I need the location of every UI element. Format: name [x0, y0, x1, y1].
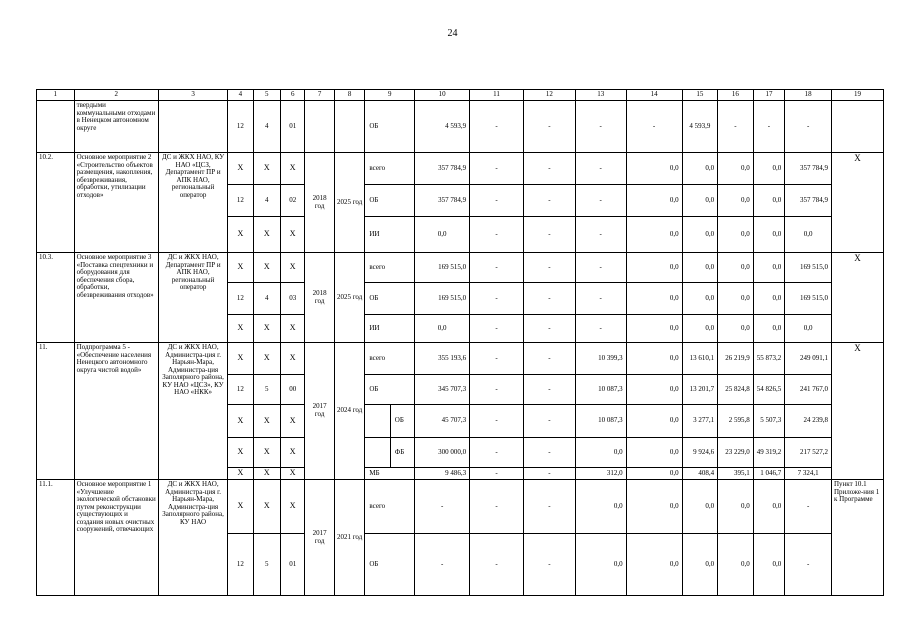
value-cell: 0,0: [753, 480, 785, 534]
code-cell: X: [228, 405, 253, 438]
value-cell: 0,0: [682, 153, 718, 185]
value-cell: 7 324,1: [785, 468, 832, 480]
value-cell: -: [470, 101, 524, 153]
year-end: 2025 год: [334, 153, 365, 253]
value-cell: -: [470, 315, 524, 343]
code-cell: 12: [228, 375, 253, 405]
value-cell: 0,0: [718, 153, 754, 185]
value-cell: -: [523, 468, 575, 480]
code-cell: X: [228, 468, 253, 480]
code-cell: X: [228, 315, 253, 343]
header-row: [37, 90, 884, 101]
value-cell: 169 515,0: [785, 253, 832, 283]
header-cell: 4: [228, 90, 253, 101]
table-row: [37, 343, 884, 375]
value-cell: 0,0: [626, 480, 682, 534]
value-cell: 0,0: [718, 534, 754, 596]
header-cell: 3: [159, 90, 228, 101]
measure-name: твердыми коммунальными отходами в Ненецком автономном округе: [74, 101, 158, 153]
year-end: 2021 год: [334, 480, 365, 596]
code-cell: X: [281, 153, 305, 185]
executor-cell: ДС и ЖКХ НАО, КУ НАО «ЦСЗ, Департамент ПР и АПК НАО, региональный оператор: [159, 153, 228, 253]
value-cell: -: [415, 534, 470, 596]
header-cell: 17: [753, 90, 785, 101]
executor-cell: ДС и ЖКХ НАО, Департамент ПР и АПК НАО, региональный оператор: [159, 253, 228, 343]
value-cell: 0,0: [626, 343, 682, 375]
header-cell: 16: [718, 90, 754, 101]
code-cell: 02: [281, 185, 305, 217]
header-cell: 10: [415, 90, 470, 101]
table-row: [37, 253, 884, 283]
value-cell: -: [523, 343, 575, 375]
code-cell: X: [253, 405, 280, 438]
value-cell: 0,0: [753, 253, 785, 283]
code-cell: 03: [281, 283, 305, 315]
code-cell: 5: [253, 534, 280, 596]
value-cell: 0,0: [753, 534, 785, 596]
value-cell: -: [470, 217, 524, 253]
value-cell: 0,0: [785, 315, 832, 343]
link-cell: X: [832, 153, 884, 253]
link-cell: X: [832, 343, 884, 480]
value-cell: 408,4: [682, 468, 718, 480]
value-cell: -: [785, 480, 832, 534]
header-cell: 15: [682, 90, 718, 101]
source-cell: ИИ: [365, 315, 415, 343]
row-number: 10.2.: [37, 153, 75, 253]
source-cell: всего: [365, 480, 415, 534]
year-start: 2018 год: [305, 153, 334, 253]
page-number: 24: [447, 28, 458, 39]
value-cell: 249 091,1: [785, 343, 832, 375]
source-cell: всего: [365, 153, 415, 185]
executor-cell: ДС и ЖКХ НАО, Администра-ция г. Нарьян-Мара, Администра-ция Заполярного района, КУ НАО: [159, 480, 228, 596]
header-cell: 5: [253, 90, 280, 101]
value-cell: 49 319,2: [753, 438, 785, 468]
code-cell: X: [281, 253, 305, 283]
value-cell: -: [575, 217, 626, 253]
value-cell: 395,1: [718, 468, 754, 480]
value-cell: 25 824,8: [718, 375, 754, 405]
table-row: [37, 153, 884, 185]
value-cell: -: [523, 217, 575, 253]
code-cell: X: [253, 253, 280, 283]
row-number: 10.3.: [37, 253, 75, 343]
code-cell: X: [228, 153, 253, 185]
value-cell: -: [470, 375, 524, 405]
value-cell: 3 277,1: [682, 405, 718, 438]
value-cell: 0,0: [753, 185, 785, 217]
header-cell: 2: [74, 90, 158, 101]
value-cell: 312,0: [575, 468, 626, 480]
value-cell: -: [523, 253, 575, 283]
value-cell: 5 507,3: [753, 405, 785, 438]
source-cell: МБ: [365, 468, 415, 480]
value-cell: 0,0: [415, 217, 470, 253]
code-cell: 12: [228, 534, 253, 596]
value-cell: 4 593,9: [415, 101, 470, 153]
value-cell: -: [470, 253, 524, 283]
code-cell: X: [253, 468, 280, 480]
value-cell: -: [523, 283, 575, 315]
code-cell: 4: [253, 283, 280, 315]
table-row: [37, 480, 884, 534]
value-cell: -: [575, 283, 626, 315]
value-cell: 13 201,7: [682, 375, 718, 405]
header-cell: 6: [281, 90, 305, 101]
value-cell: -: [718, 101, 754, 153]
value-cell: 0,0: [415, 315, 470, 343]
measure-name: Основное мероприятие 2 «Строительство объектов размещения, накопления, обезвреживания, обработки, утилизации отходов»: [74, 153, 158, 253]
value-cell: 0,0: [682, 185, 718, 217]
measure-name: Основное мероприятие 1 «Улучшение экологической обстановки путем реконструкции существующих и создания новых очистных сооружений, отвечающих: [74, 480, 158, 596]
value-cell: -: [470, 534, 524, 596]
value-cell: 0,0: [682, 534, 718, 596]
value-cell: -: [523, 101, 575, 153]
value-cell: 45 707,3: [415, 405, 470, 438]
value-cell: 0,0: [718, 185, 754, 217]
code-cell: 01: [281, 534, 305, 596]
value-cell: 357 784,9: [415, 153, 470, 185]
value-cell: -: [470, 480, 524, 534]
value-cell: -: [523, 153, 575, 185]
row-number: 11.: [37, 343, 75, 480]
value-cell: 0,0: [682, 480, 718, 534]
value-cell: 0,0: [626, 217, 682, 253]
value-cell: 0,0: [626, 253, 682, 283]
code-cell: X: [281, 468, 305, 480]
value-cell: 0,0: [626, 468, 682, 480]
value-cell: -: [470, 343, 524, 375]
year-end: 2024 год: [334, 343, 365, 480]
value-cell: 4 593,9: [682, 101, 718, 153]
value-cell: -: [523, 534, 575, 596]
value-cell: 54 826,5: [753, 375, 785, 405]
value-cell: 0,0: [575, 438, 626, 468]
value-cell: 13 610,1: [682, 343, 718, 375]
header-cell: 9: [365, 90, 415, 101]
value-cell: 1 046,7: [753, 468, 785, 480]
value-cell: -: [470, 283, 524, 315]
value-cell: -: [523, 315, 575, 343]
source-cell: ОБ: [365, 101, 415, 153]
code-cell: X: [253, 153, 280, 185]
header-cell: 18: [785, 90, 832, 101]
year-start: 2018 год: [305, 253, 334, 343]
code-cell: X: [281, 315, 305, 343]
table-row: [37, 101, 884, 153]
value-cell: 0,0: [682, 253, 718, 283]
value-cell: -: [523, 438, 575, 468]
header-cell: 19: [832, 90, 884, 101]
source-cell: ОБ: [390, 405, 414, 438]
value-cell: 0,0: [626, 315, 682, 343]
value-cell: 0,0: [575, 480, 626, 534]
header-cell: 14: [626, 90, 682, 101]
value-cell: 0,0: [626, 534, 682, 596]
value-cell: 345 707,3: [415, 375, 470, 405]
code-cell: X: [253, 438, 280, 468]
value-cell: 0,0: [626, 405, 682, 438]
measure-name: Основное мероприятие 3 «Поставка спецтехники и оборудования для обеспечения сбора, обработки, обезвреживания отходов»: [74, 253, 158, 343]
value-cell: 0,0: [753, 315, 785, 343]
value-cell: 0,0: [626, 185, 682, 217]
value-cell: -: [575, 315, 626, 343]
value-cell: 55 873,2: [753, 343, 785, 375]
value-cell: 0,0: [753, 217, 785, 253]
value-cell: -: [575, 153, 626, 185]
code-cell: 01: [281, 101, 305, 153]
value-cell: 10 087,3: [575, 405, 626, 438]
value-cell: 9 924,6: [682, 438, 718, 468]
code-cell: X: [253, 315, 280, 343]
link-cell: Пункт 10.1 Приложе-ния 1 к Программе: [832, 480, 884, 596]
value-cell: 169 515,0: [415, 283, 470, 315]
value-cell: 9 486,3: [415, 468, 470, 480]
year-start: 2017 год: [305, 480, 334, 596]
code-cell: X: [281, 480, 305, 534]
code-cell: X: [253, 480, 280, 534]
value-cell: 24 239,8: [785, 405, 832, 438]
value-cell: 0,0: [682, 315, 718, 343]
value-cell: -: [470, 468, 524, 480]
code-cell: X: [281, 438, 305, 468]
code-cell: X: [253, 343, 280, 375]
value-cell: -: [785, 101, 832, 153]
value-cell: -: [523, 185, 575, 217]
value-cell: 10 087,3: [575, 375, 626, 405]
value-cell: -: [753, 101, 785, 153]
code-cell: X: [228, 438, 253, 468]
code-cell: X: [281, 343, 305, 375]
program-table: [36, 89, 884, 596]
value-cell: -: [470, 405, 524, 438]
source-cell: ОБ: [365, 534, 415, 596]
value-cell: -: [575, 101, 626, 153]
value-cell: -: [785, 534, 832, 596]
code-cell: X: [253, 217, 280, 253]
value-cell: -: [575, 185, 626, 217]
value-cell: 0,0: [682, 283, 718, 315]
source-cell: всего: [365, 253, 415, 283]
value-cell: 10 399,3: [575, 343, 626, 375]
value-cell: 0,0: [682, 217, 718, 253]
value-cell: -: [415, 480, 470, 534]
source-cell: ОБ: [365, 185, 415, 217]
code-cell: 5: [253, 375, 280, 405]
code-cell: X: [228, 253, 253, 283]
code-cell: X: [228, 343, 253, 375]
value-cell: 0,0: [718, 217, 754, 253]
value-cell: 355 193,6: [415, 343, 470, 375]
value-cell: 23 229,0: [718, 438, 754, 468]
value-cell: 0,0: [718, 480, 754, 534]
value-cell: 0,0: [575, 534, 626, 596]
measure-name: Подпрограмма 5 - «Обеспечение населения Ненецкого автономного округа чистой водой»: [74, 343, 158, 480]
value-cell: -: [470, 185, 524, 217]
code-cell: X: [281, 405, 305, 438]
header-cell: 7: [305, 90, 334, 101]
value-cell: 0,0: [626, 375, 682, 405]
value-cell: -: [470, 153, 524, 185]
value-cell: 357 784,9: [785, 185, 832, 217]
value-cell: 169 515,0: [415, 253, 470, 283]
value-cell: 357 784,9: [415, 185, 470, 217]
value-cell: 300 000,0: [415, 438, 470, 468]
source-cell: ОБ: [365, 283, 415, 315]
value-cell: -: [523, 375, 575, 405]
value-cell: 26 219,9: [718, 343, 754, 375]
value-cell: -: [626, 101, 682, 153]
source-cell: всего: [365, 343, 415, 375]
code-cell: 4: [253, 185, 280, 217]
code-cell: X: [228, 480, 253, 534]
code-cell: 12: [228, 283, 253, 315]
value-cell: 0,0: [753, 283, 785, 315]
source-cell: ИИ: [365, 217, 415, 253]
value-cell: 0,0: [785, 217, 832, 253]
value-cell: 0,0: [626, 283, 682, 315]
value-cell: 0,0: [626, 438, 682, 468]
value-cell: 357 784,9: [785, 153, 832, 185]
value-cell: 0,0: [753, 153, 785, 185]
link-cell: X: [832, 253, 884, 343]
value-cell: 169 515,0: [785, 283, 832, 315]
source-cell: ФБ: [390, 438, 414, 468]
source-cell: ОБ: [365, 375, 415, 405]
value-cell: -: [575, 253, 626, 283]
row-number: 11.1.: [37, 480, 75, 596]
value-cell: -: [523, 480, 575, 534]
value-cell: 217 527,2: [785, 438, 832, 468]
value-cell: 0,0: [626, 153, 682, 185]
code-cell: 12: [228, 185, 253, 217]
year-start: 2017 год: [305, 343, 334, 480]
value-cell: 241 767,0: [785, 375, 832, 405]
header-cell: 13: [575, 90, 626, 101]
header-cell: 11: [470, 90, 524, 101]
code-cell: 00: [281, 375, 305, 405]
executor-cell: ДС и ЖКХ НАО, Администра-ция г. Нарьян-Мара, Администра-ция Заполярного района, КУ НАО «ЦСЗ», КУ НАО «НКК»: [159, 343, 228, 480]
value-cell: 0,0: [718, 283, 754, 315]
header-cell: 8: [334, 90, 365, 101]
header-cell: 1: [37, 90, 75, 101]
code-cell: 4: [253, 101, 280, 153]
header-cell: 12: [523, 90, 575, 101]
year-end: 2025 год: [334, 253, 365, 343]
code-cell: X: [281, 217, 305, 253]
value-cell: 2 595,8: [718, 405, 754, 438]
value-cell: 0,0: [718, 253, 754, 283]
code-cell: X: [228, 217, 253, 253]
value-cell: 0,0: [718, 315, 754, 343]
value-cell: -: [523, 405, 575, 438]
code-cell: 12: [228, 101, 253, 153]
value-cell: -: [470, 438, 524, 468]
